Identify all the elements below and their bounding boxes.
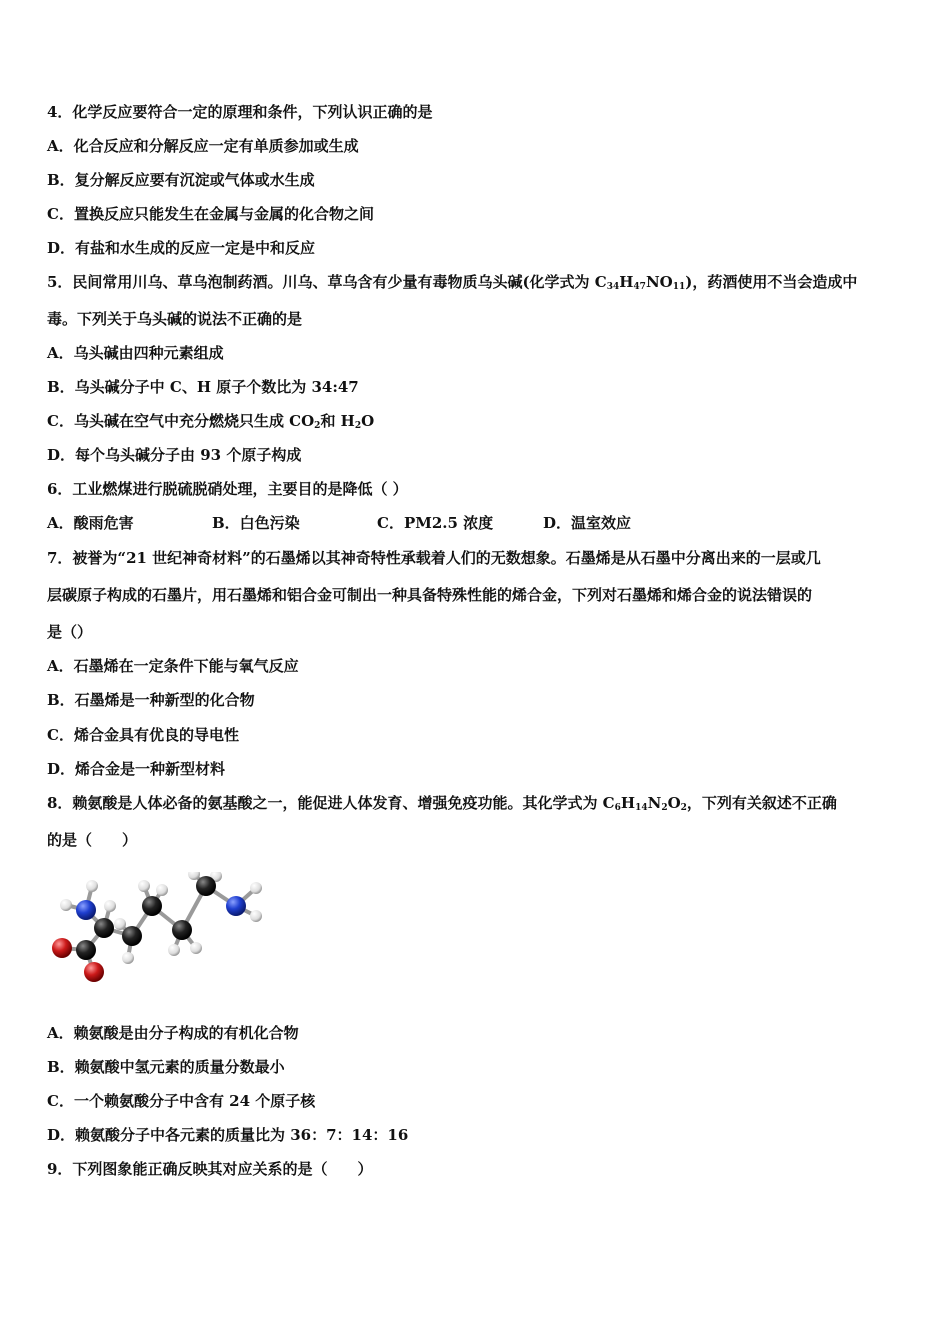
q7-option-a: A．石墨烯在一定条件下能与氧气反应: [47, 657, 299, 675]
q7-stem-line3: 是（）: [47, 623, 93, 641]
carbon-atom: [76, 940, 96, 960]
q7-option-c: C．烯合金具有优良的导电性: [47, 726, 239, 744]
q6-option-c: C．PM2.5 浓度: [377, 514, 494, 532]
q7-stem-line2: 层碳原子构成的石墨片，用石墨烯和铝合金可制出一种具备特殊性能的烯合金，下列对石墨烯和烯合金的说法错误的: [47, 586, 813, 604]
q5-stem-line1: 5．民间常用川乌、草乌泡制药酒。川乌、草乌含有少量有毒物质乌头碱(化学式为 $C_{34}H_{47}NO_{11}$)，药酒使用不当会造成中: [47, 273, 858, 292]
q5-option-d: D．每个乌头碱分子由 93 个原子构成: [47, 446, 302, 464]
q6-option-d: D．温室效应: [543, 514, 632, 532]
oxygen-atom: [84, 962, 104, 982]
q8-option-b: B．赖氨酸中氢元素的质量分数最小: [47, 1058, 285, 1076]
atoms: [52, 872, 262, 982]
q8-option-c: C．一个赖氨酸分子中含有 24 个原子核: [47, 1092, 316, 1110]
carbon-atom: [196, 876, 216, 896]
carbon-atom: [94, 918, 114, 938]
carbon-atom: [122, 926, 142, 946]
hydrogen-atom: [168, 944, 180, 956]
nitrogen-atom: [226, 896, 246, 916]
q5-option-c: C．乌头碱在空气中充分燃烧只生成 $CO_2$和 $H_2O$: [47, 412, 375, 431]
q4-option-a: A．化合反应和分解反应一定有单质参加或生成: [47, 137, 359, 155]
q8-option-d: D．赖氨酸分子中各元素的质量比为 36：7：14：16: [47, 1126, 409, 1144]
hydrogen-atom: [138, 880, 150, 892]
q6-option-b: B．白色污染: [212, 514, 300, 532]
hydrogen-atom: [250, 882, 262, 894]
q4-option-b: B．复分解反应要有沉淀或气体或水生成: [47, 171, 315, 189]
q8-option-a: A．赖氨酸是由分子构成的有机化合物: [47, 1024, 299, 1042]
q8-stem-line2: 的是（ ）: [47, 831, 138, 849]
hydrogen-atom: [190, 942, 202, 954]
q8-stem-line1: 8．赖氨酸是人体必备的氨基酸之一，能促进人体发育、增强免疫功能。其化学式为 $C_6H_{14}N_2O_2$，下列有关叙述不正确: [47, 794, 837, 813]
q6-stem: 6．工业燃煤进行脱硫脱硝处理，主要目的是降低（ ）: [47, 480, 408, 498]
carbon-atom: [142, 896, 162, 916]
q7-option-d: D．烯合金是一种新型材料: [47, 760, 226, 778]
q4-option-d: D．有盐和水生成的反应一定是中和反应: [47, 239, 316, 257]
q5-option-b: B．乌头碱分子中 C、H 原子个数比为 34:47: [47, 378, 359, 396]
q7-stem-line1: 7．被誉为“21 世纪神奇材料”的石墨烯以其神奇特性承载着人们的无数想象。石墨烯是从石墨中分离出来的一层或几: [47, 549, 821, 567]
lysine-molecule-model: [44, 872, 274, 992]
nitrogen-atom: [76, 900, 96, 920]
q9-stem: 9．下列图象能正确反映其对应关系的是（ ）: [47, 1160, 373, 1178]
q6-option-a: A．酸雨危害: [47, 514, 134, 532]
hydrogen-atom: [104, 900, 116, 912]
hydrogen-atom: [156, 884, 168, 896]
hydrogen-atom: [250, 910, 262, 922]
q5-stem-line2: 毒。下列关于乌头碱的说法不正确的是: [47, 310, 303, 328]
carbon-atom: [172, 920, 192, 940]
hydrogen-atom: [122, 952, 134, 964]
hydrogen-atom: [60, 899, 72, 911]
q6-options: [47, 513, 631, 533]
q5-option-a: A．乌头碱由四种元素组成: [47, 344, 224, 362]
q4-stem: 4．化学反应要符合一定的原理和条件，下列认识正确的是: [47, 103, 433, 121]
hydrogen-atom: [114, 918, 126, 930]
hydrogen-atom: [86, 880, 98, 892]
q7-option-b: B．石墨烯是一种新型的化合物: [47, 691, 255, 709]
oxygen-atom: [52, 938, 72, 958]
q4-option-c: C．置换反应只能发生在金属与金属的化合物之间: [47, 205, 374, 223]
